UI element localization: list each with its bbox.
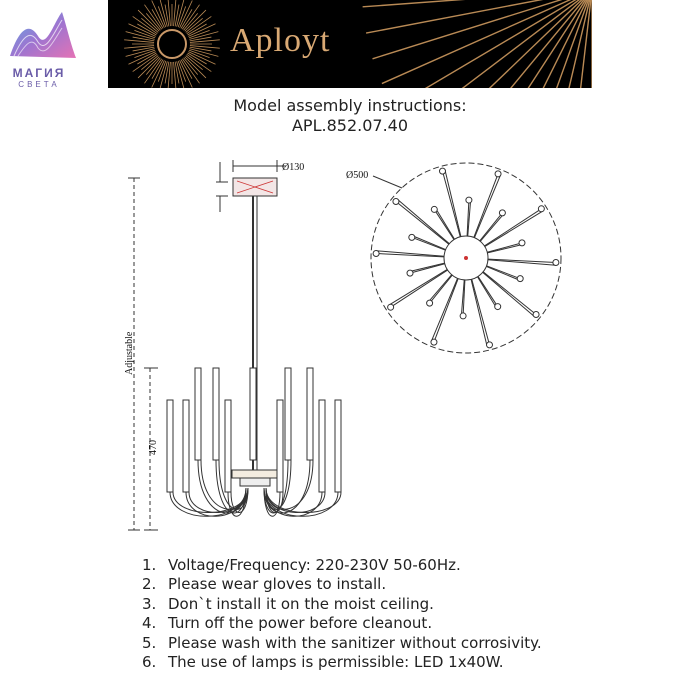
height-label: 470 (148, 440, 159, 455)
instruction-item: 1. Voltage/Frequency: 220-230V 50-60Hz. (142, 556, 461, 574)
logo-subtitle: СВЕТА (18, 80, 60, 89)
instruction-item: 2. Please wear gloves to install. (142, 575, 387, 594)
overall-diameter-label: Ø500 (346, 170, 369, 181)
adjustable-label: Adjustable (124, 331, 135, 375)
instructions-title: Model assembly instructions: (233, 96, 467, 115)
instruction-item: 6. The use of lamps is permissible: LED 1x40W. (142, 652, 504, 671)
side-view (128, 160, 341, 530)
sunburst-decoration (108, 0, 592, 88)
model-number: APL.852.07.40 (291, 116, 409, 135)
instruction-item: 4. Turn off the power before cleanout. (142, 614, 433, 633)
top-view (371, 163, 561, 353)
instruction-item: 5. Please wash with the sanitizer without corrosivity. (142, 633, 542, 652)
brand-name: Aployt (230, 22, 331, 59)
instruction-item: 3. Don`t install it on the moist ceiling. (142, 594, 434, 613)
canopy-diameter-label: Ø130 (282, 162, 305, 173)
logo-name: МАГИЯ (12, 66, 66, 80)
brand-banner (108, 0, 592, 88)
technical-drawing (0, 140, 700, 550)
instructions-list (142, 556, 682, 672)
chandelier-arms (167, 368, 341, 516)
